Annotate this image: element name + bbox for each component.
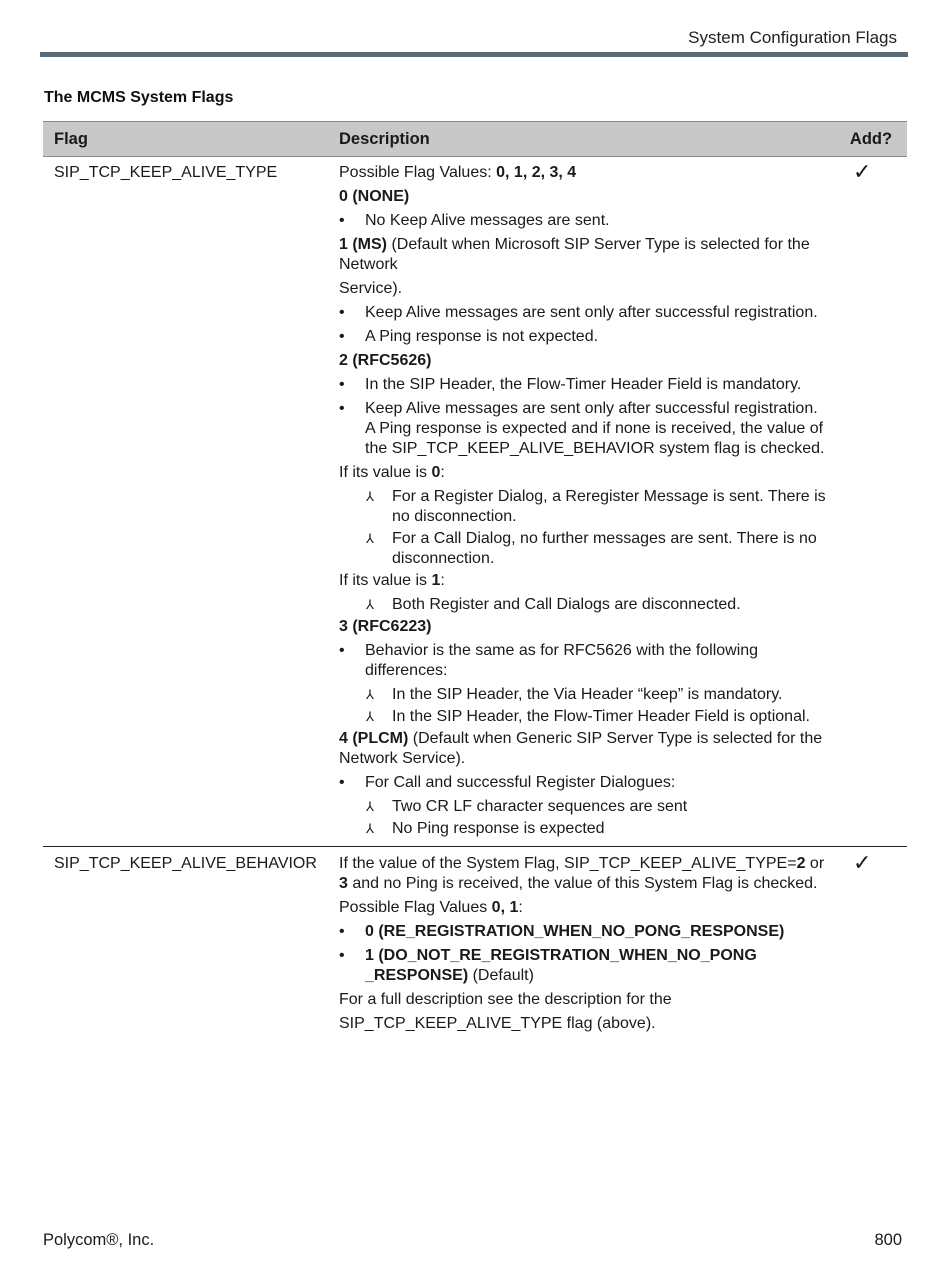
- sub-bullet-item: ⅄ No Ping response is expected: [366, 820, 605, 837]
- possible-values-line: Possible Flag Values: 0, 1, 2, 3, 4: [339, 164, 577, 181]
- bullet-icon: •: [339, 947, 345, 964]
- value-heading: 1 (MS) (Default when Microsoft SIP Server Type is selected for the Network: [339, 236, 810, 273]
- bullet-item: • In the SIP Header, the Flow-Timer Header Field is mandatory.: [339, 376, 802, 393]
- value-heading: 0 (NONE): [339, 188, 410, 205]
- bullet-item: • Behavior is the same as for RFC5626 with the following differences:: [339, 642, 759, 679]
- value-heading: 3 (RFC6223): [339, 618, 432, 635]
- add-cell: [835, 847, 907, 1045]
- sub-bullet-item: ⅄ Two CR LF character sequences are sent: [366, 798, 688, 815]
- bullet-item: • 0 (RE_REGISTRATION_WHEN_NO_PONG_RESPONSE): [339, 923, 785, 940]
- bullet-item: • No Keep Alive messages are sent.: [339, 212, 610, 229]
- paragraph: Service).: [339, 280, 403, 297]
- flag-description: [335, 157, 835, 847]
- checkmark-icon: ✓: [853, 159, 872, 184]
- possible-values-line: Possible Flag Values 0, 1:: [339, 899, 523, 916]
- bullet-icon: •: [339, 376, 345, 393]
- bullet-item: • 1 (DO_NOT_RE_REGISTRATION_WHEN_NO_PONG _RESPONSE) (Default): [339, 947, 757, 984]
- caret-bullet-icon: ⅄: [366, 531, 374, 546]
- sub-bullet-item: ⅄ In the SIP Header, the Flow-Timer Header Field is optional.: [366, 708, 810, 725]
- bullet-icon: •: [339, 923, 345, 940]
- bullet-icon: •: [339, 212, 345, 229]
- table-row: [43, 157, 907, 847]
- bullet-item: • For Call and successful Register Dialogues:: [339, 774, 676, 791]
- bullet-icon: •: [339, 304, 345, 321]
- column-header-description: Description: [335, 122, 835, 157]
- caret-bullet-icon: ⅄: [366, 821, 374, 836]
- caret-bullet-icon: ⅄: [366, 687, 374, 702]
- bullet-item: • Keep Alive messages are sent only after successful registration.: [339, 304, 818, 321]
- caret-bullet-icon: ⅄: [366, 597, 374, 612]
- caret-bullet-icon: ⅄: [366, 709, 374, 724]
- sub-bullet-item: ⅄ For a Register Dialog, a Reregister Message is sent. There is no disconnection.: [366, 488, 826, 525]
- column-header-add: Add?: [835, 122, 907, 157]
- flag-name: SIP_TCP_KEEP_ALIVE_BEHAVIOR: [54, 855, 317, 872]
- table-header-row: [43, 122, 907, 157]
- footer-company: Polycom®, Inc.: [43, 1231, 155, 1249]
- running-header-title: System Configuration Flags: [688, 28, 897, 47]
- column-header-flag: Flag: [43, 122, 335, 157]
- condition-line: If its value is 0:: [339, 464, 445, 481]
- paragraph: SIP_TCP_KEEP_ALIVE_TYPE flag (above).: [339, 1015, 656, 1032]
- bullet-item: • Keep Alive messages are sent only after successful registration. A Ping response is expected and if none is received, the value of the SIP_TCP_KEEP_ALIVE_BEHAVIOR system flag is checked.: [339, 400, 825, 457]
- sub-bullet-item: ⅄ In the SIP Header, the Via Header “keep” is mandatory.: [366, 686, 783, 703]
- bullet-item: • A Ping response is not expected.: [339, 328, 599, 345]
- sub-bullet-item: ⅄ Both Register and Call Dialogs are disconnected.: [366, 596, 741, 613]
- table-row: [43, 847, 907, 1045]
- add-cell: [835, 157, 907, 847]
- flag-description: [335, 847, 835, 1045]
- flags-table: [43, 121, 907, 1044]
- caret-bullet-icon: ⅄: [366, 799, 374, 814]
- caret-bullet-icon: ⅄: [366, 489, 374, 504]
- flag-name: SIP_TCP_KEEP_ALIVE_TYPE: [43, 157, 335, 847]
- footer-page-number: 800: [874, 1231, 902, 1249]
- checkmark-icon: ✓: [853, 850, 872, 875]
- sub-bullet-item: ⅄ For a Call Dialog, no further messages are sent. There is no disconnection.: [366, 530, 817, 567]
- paragraph: For a full description see the description for the: [339, 991, 672, 1008]
- bullet-icon: •: [339, 642, 345, 659]
- condition-line: If its value is 1:: [339, 572, 445, 589]
- section-title: The MCMS System Flags: [44, 89, 234, 106]
- value-heading: 4 (PLCM) (Default when Generic SIP Server Type is selected for the Network Service).: [339, 730, 823, 767]
- header-rule: [40, 52, 908, 57]
- bullet-icon: •: [339, 400, 345, 417]
- paragraph: If the value of the System Flag, SIP_TCP_KEEP_ALIVE_TYPE=2 or 3 and no Ping is received, the value of this System Flag is checked.: [339, 855, 825, 892]
- value-heading: 2 (RFC5626): [339, 352, 432, 369]
- bullet-icon: •: [339, 774, 345, 791]
- bullet-icon: •: [339, 328, 345, 345]
